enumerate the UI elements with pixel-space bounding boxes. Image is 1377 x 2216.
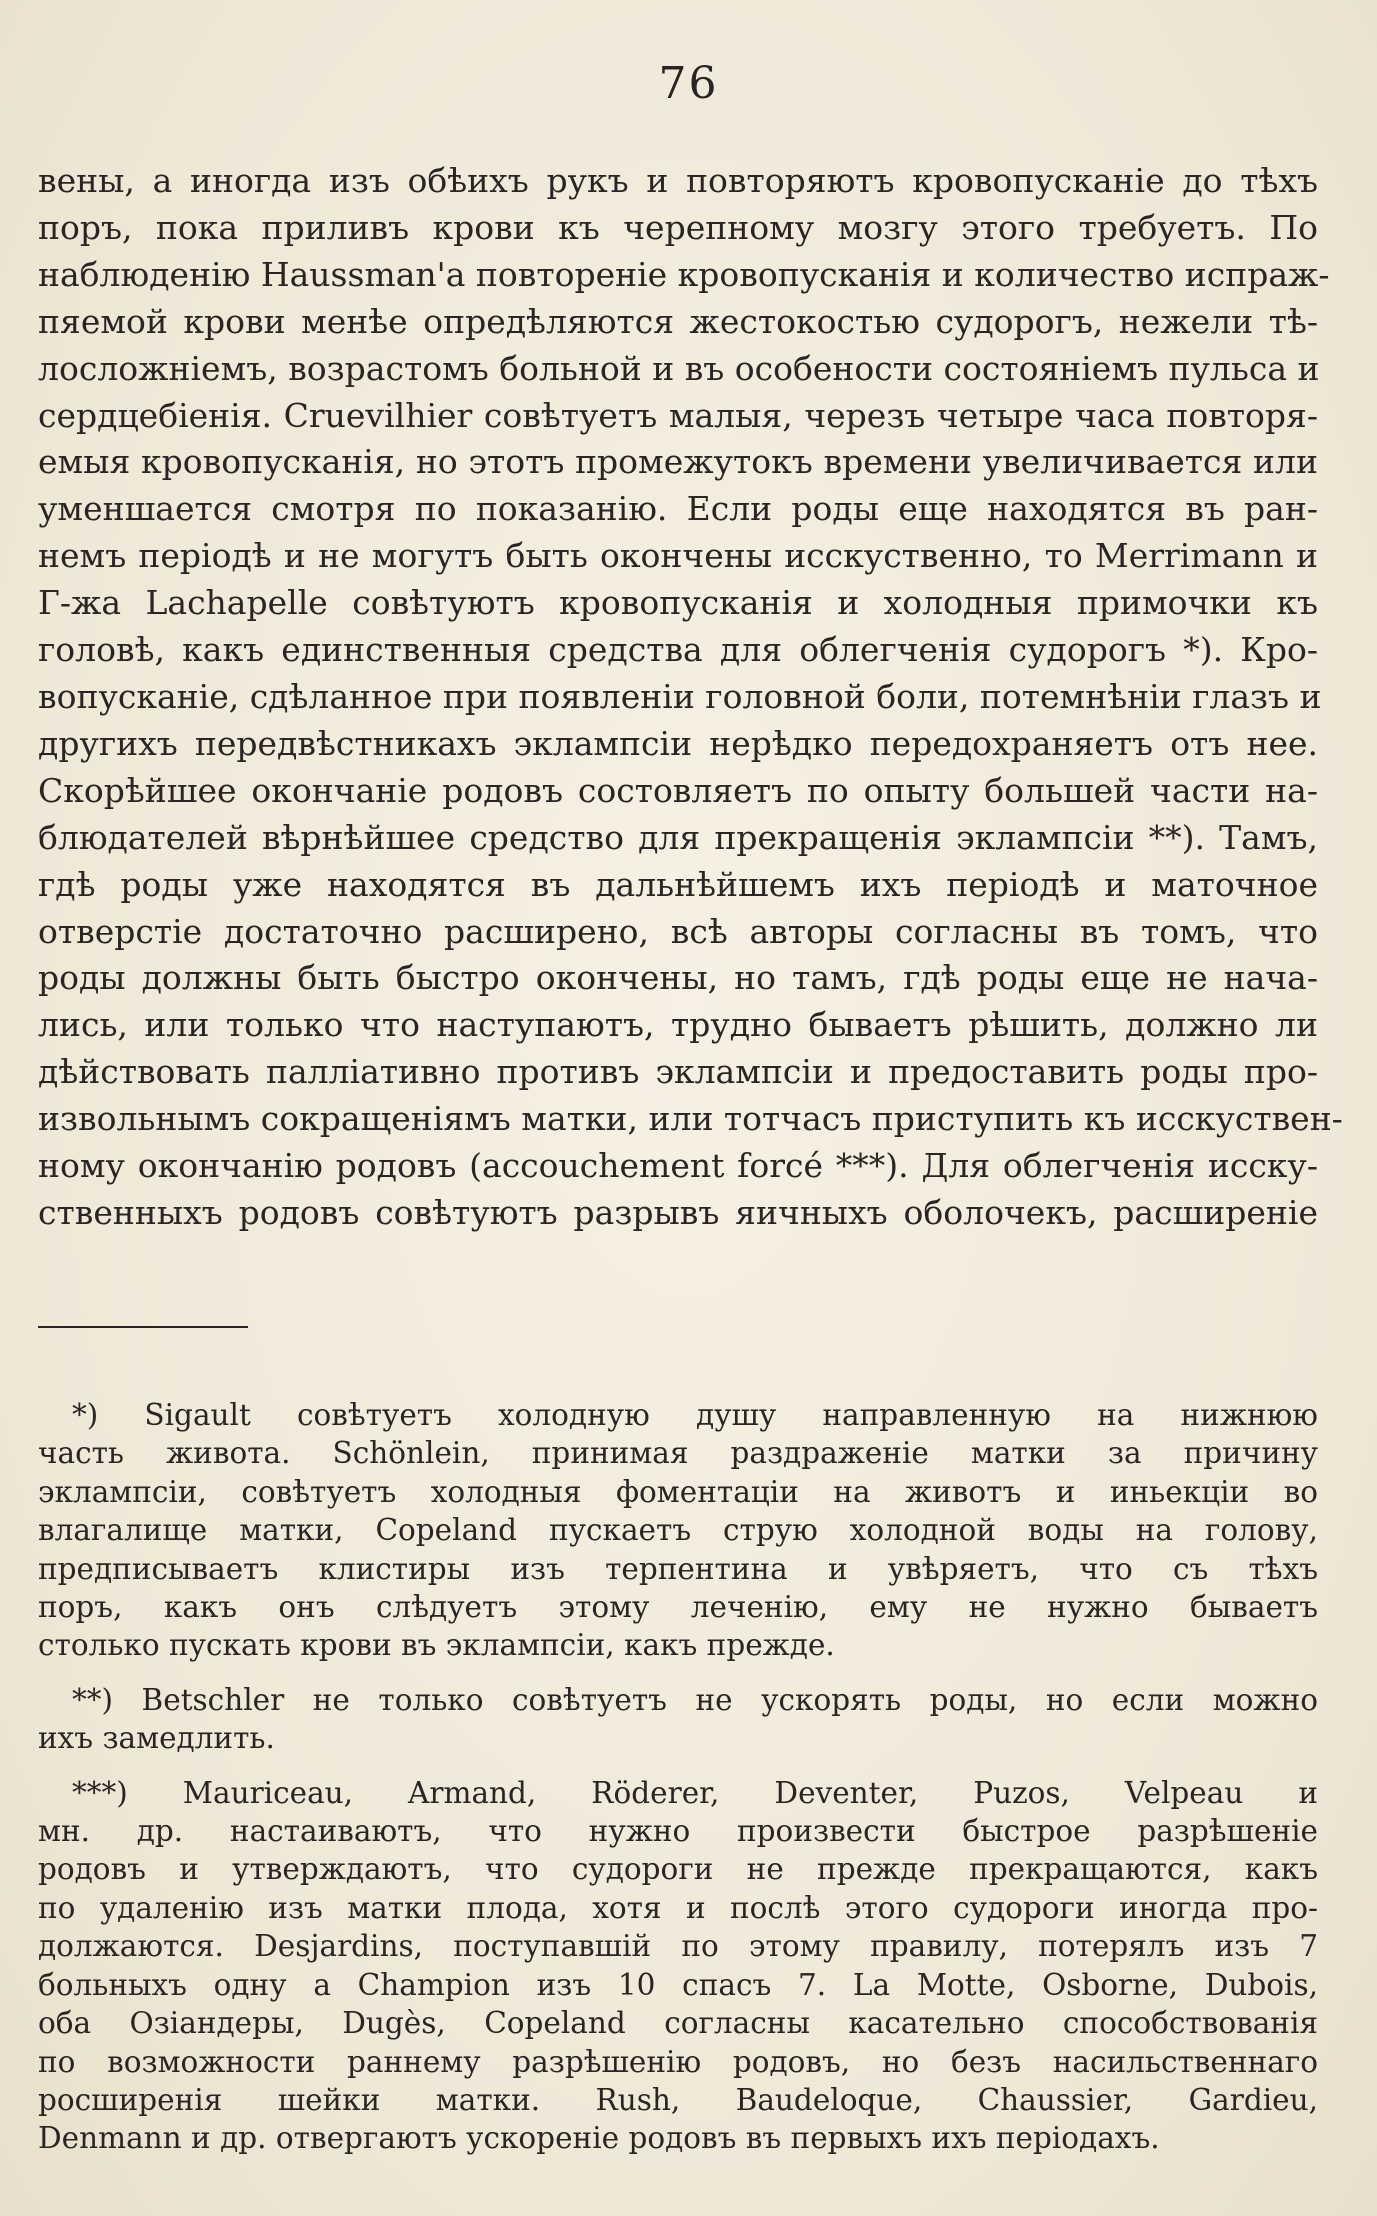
body-line: поръ, пока приливъ крови къ черепному мозгу этого требуетъ. По	[38, 207, 1318, 247]
footnote-line: мн. др. настаиваютъ, что нужно произвести быстрое разрѣшеніе	[38, 1814, 1318, 1849]
body-line: отверстіе достаточно расширено, всѣ авторы согласны въ томъ, что	[38, 911, 1318, 951]
footnote-line: ***) Mauriceau, Armand, Röderer, Deventer, Puzos, Velpeau и	[72, 1775, 1318, 1810]
body-line: вопусканіе, сдѣланное при появленіи головной боли, потемнѣніи глазъ и	[38, 676, 1322, 716]
body-line: наблюденію Haussman'a повтореніе кровопусканія и количество испраж-	[38, 254, 1330, 294]
footnote-line: влагалище матки, Copeland пускаетъ струю холодной воды на голову,	[38, 1513, 1318, 1548]
footnote-line: предписываетъ клистиры изъ терпентина и увѣряетъ, что съ тѣхъ	[38, 1551, 1318, 1586]
body-line: блюдателей вѣрнѣйшее средство для прекращенія эклампсіи **). Тамъ,	[38, 817, 1318, 857]
body-line: другихъ передвѣстникахъ эклампсіи нерѣдко передохраняетъ отъ нее.	[38, 723, 1318, 763]
body-line: роды должны быть быстро окончены, но тамъ, гдѣ роды еще не нача-	[38, 958, 1318, 998]
footnote-line: должаются. Desjardins, поступавшій по этому правилу, потерялъ изъ 7	[38, 1929, 1318, 1964]
footnotes	[38, 1396, 1318, 2174]
body-line: извольнымъ сокращеніямъ матки, или тотчасъ приступить къ исскуствен-	[38, 1099, 1343, 1139]
body-line: немъ періодѣ и не могутъ быть окончены исскуственно, то Merrimann и	[38, 536, 1318, 576]
footnote-line: часть живота. Schönlein, принимая раздраженіе матки за причину	[38, 1436, 1318, 1471]
body-line: лосложніемъ, возрастомъ больной и въ особености состояніемъ пульса и	[38, 348, 1320, 388]
footnote-line: столько пускать крови въ эклампсіи, какъ прежде.	[38, 1628, 835, 1663]
footnote-line: эклампсіи, совѣтуетъ холодныя фоментаціи на животъ и иньекціи во	[38, 1474, 1318, 1509]
footnote	[38, 1396, 1318, 1665]
body-line: Г-жа Lachapelle совѣтуютъ кровопусканія и холодныя примочки къ	[38, 583, 1318, 623]
body-line: вены, а иногда изъ обѣихъ рукъ и повторяютъ кровопусканіе до тѣхъ	[38, 161, 1318, 200]
body-line: дѣйствовать палліативно противъ эклампсіи и предоставить роды про-	[38, 1052, 1318, 1092]
body-line: гдѣ роды уже находятся въ дальнѣйшемъ ихъ періодѣ и маточное	[38, 864, 1318, 904]
page-number: 76	[658, 58, 719, 109]
body-line: лись, или только что наступаютъ, трудно бываетъ рѣшить, должно ли	[38, 1005, 1318, 1045]
footnote-line: родовъ и утверждаютъ, что судороги не прежде прекращаются, какъ	[38, 1852, 1318, 1887]
body-line: ственныхъ родовъ совѣтуютъ разрывъ яичныхъ оболочекъ, расширеніе	[38, 1192, 1318, 1232]
body-text	[38, 158, 1343, 1237]
body-line: ному окончанію родовъ (accouchement forcé ***). Для облегченія исску-	[38, 1146, 1318, 1186]
footnote-line: поръ, какъ онъ слѣдуетъ этому леченію, ему не нужно бываетъ	[38, 1590, 1318, 1625]
footnote	[38, 1774, 1318, 2158]
footnote-line: **) Betschler не только совѣтуетъ не ускорять роды, но если можно	[72, 1682, 1318, 1717]
footnote	[38, 1681, 1318, 1758]
footnote-line: больныхъ одну а Champion изъ 10 спасъ 7. La Motte, Osborne, Dubois,	[38, 1967, 1318, 2002]
body-line: головѣ, какъ единственныя средства для облегченія судорогъ *). Кро-	[38, 630, 1318, 670]
body-line: емыя кровопусканія, но этотъ промежутокъ времени увеличивается или	[38, 442, 1318, 482]
body-line: Скорѣйшее окончаніе родовъ состовляетъ по опыту большей части на-	[38, 770, 1318, 810]
footnote-divider	[38, 1326, 248, 1328]
footnote-line: по удаленію изъ матки плода, хотя и послѣ этого судороги иногда про-	[38, 1890, 1318, 1925]
footnote-line: росширенія шейки матки. Rush, Baudeloque, Chaussier, Gardieu,	[38, 2082, 1318, 2117]
footnote-line: оба Озіандеры, Dugès, Copeland согласны касательно способствованія	[38, 2006, 1318, 2041]
footnote-line: по возможности раннему разрѣшенію родовъ, но безъ насильственнаго	[38, 2044, 1318, 2079]
body-line: уменшается смотря по показанію. Если роды еще находятся въ ран-	[38, 489, 1318, 529]
body-line: пяемой крови менѣе опредѣляются жестокостью судорогъ, нежели тѣ-	[38, 301, 1318, 341]
footnote-line: ихъ замедлить.	[38, 1721, 275, 1756]
footnote-line: Denmann и др. отвергаютъ ускореніе родовъ въ первыхъ ихъ періодахъ.	[38, 2121, 1160, 2156]
footnote-line: *) Sigault совѣтуетъ холодную душу направленную на нижнюю	[72, 1398, 1318, 1432]
body-line: сердцебіенія. Cruevilhier совѣтуетъ малыя, черезъ четыре часа повторя-	[38, 395, 1318, 435]
